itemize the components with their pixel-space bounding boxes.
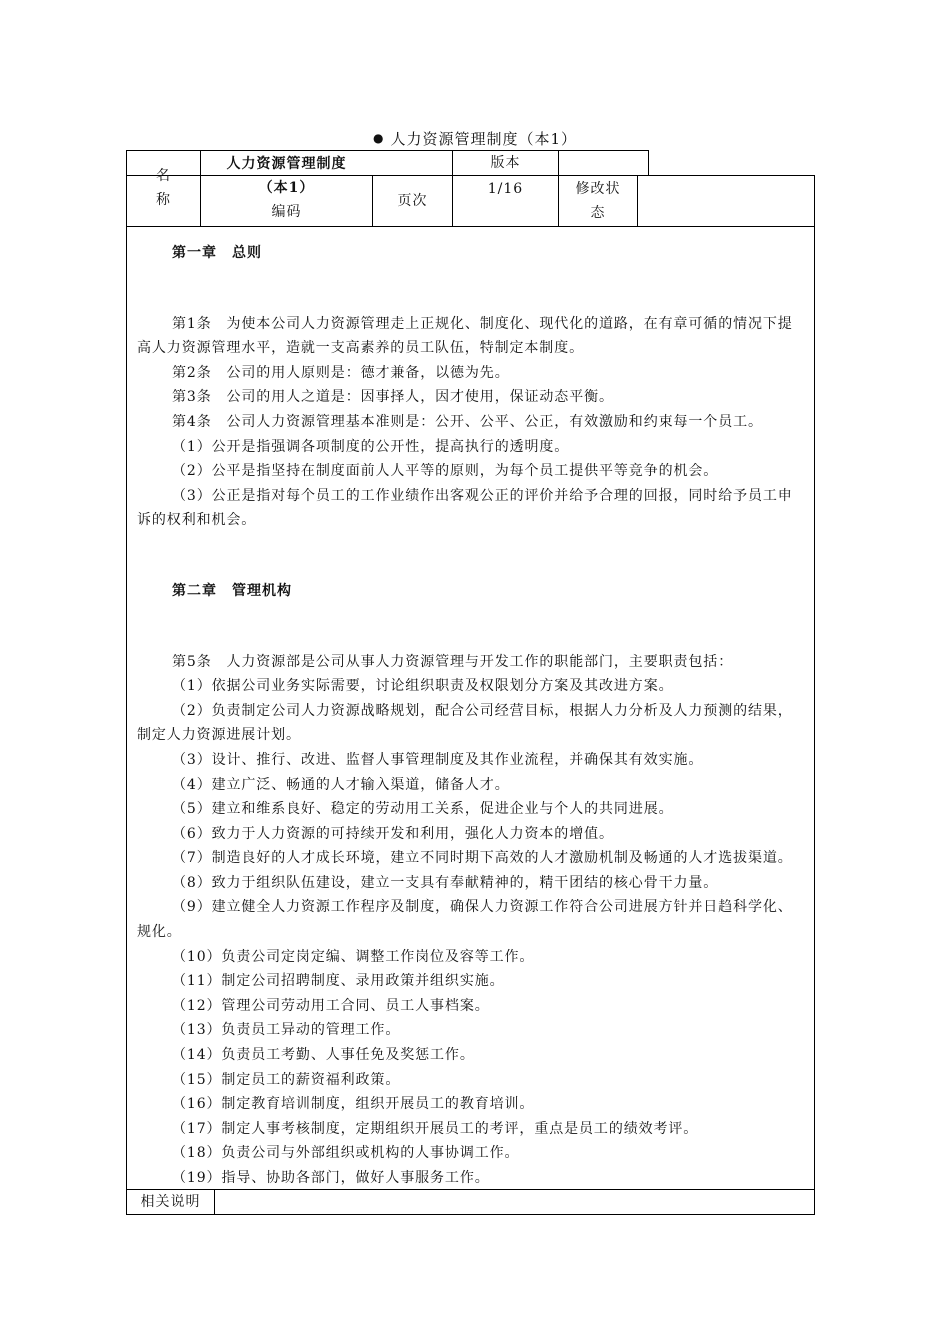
version-label: 版本 [490, 155, 521, 171]
duty-item: （14）负责员工考勤、人事任免及奖惩工作。 [172, 1047, 475, 1064]
status-label [559, 177, 637, 225]
duty-item: （18）负责公司与外部组织或机构的人事协调工作。 [172, 1145, 520, 1162]
duty-item: （19）指导、协助各部门，做好人事服务工作。 [172, 1170, 490, 1186]
bullet-icon: ● [372, 131, 385, 145]
article-4-item-1: （1）公开是指强调各项制度的公开性，提高执行的透明度。 [172, 438, 570, 455]
name-label [127, 164, 200, 212]
page-value: 1/16 [487, 181, 524, 197]
duty-item: （9）建立健全人力资源工作程序及制度，确保人力资源工作符合公司进展方针并日趋科学化、规化。 [137, 899, 793, 941]
name-label-char2: 称 [156, 192, 171, 208]
article-3: 第3条 公司的用人之道是：因事择人，因才使用，保证动态平衡。 [172, 389, 614, 406]
duty-item: （3）设计、推行、改进、监督人事管理制度及其作业流程，并确保其有效实施。 [172, 751, 704, 768]
document-title [0, 128, 950, 149]
duty-item: （8）致力于组织队伍建设，建立一支具有奉献精神的，精干团结的核心骨干力量。 [172, 874, 719, 891]
table-col-divider-5 [637, 175, 638, 227]
name-label-char1: 名 [156, 168, 171, 184]
status-label-line1: 修改状 [575, 181, 621, 197]
table-top-border [126, 150, 649, 151]
related-notes-label: 相关说明 [140, 1194, 201, 1210]
chapter-1-title: 第一章 总则 [172, 245, 262, 261]
duty-item: （7）制造良好的人才成长环境，建立不同时期下高效的人才激励机制及畅通的人才选拔渠道。 [172, 850, 793, 867]
duty-item: （15）制定员工的薪资福利政策。 [172, 1071, 401, 1088]
duty-item: （5）建立和维系良好、稳定的劳动用工关系，促进企业与个人的共同进展。 [172, 801, 674, 818]
document-body [137, 241, 807, 1191]
article-5: 第5条 人力资源部是公司从事人力资源管理与开发工作的职能部门，主要职责包括： [172, 653, 734, 670]
document-title-text: 人力资源管理制度（本1） [390, 130, 578, 148]
spacer [137, 604, 807, 628]
article-4-item-3: （3）公正是指对每个员工的工作业绩作出客观公正的评价并给予合理的回报，同时给予员工申诉的权利和机会。 [137, 487, 793, 529]
page-label: 页次 [397, 193, 428, 209]
footer-col-divider [214, 1189, 215, 1215]
article-4: 第4条 公司人力资源管理基本准则是：公开、公平、公正，有效激励和约束每一个员工。 [172, 413, 763, 430]
duty-item: （4）建立广泛、畅通的人才输入渠道，储备人才。 [172, 776, 510, 793]
article-4-item-2: （2）公平是指坚持在制度面前人人平等的原则，为每个员工提供平等竞争的机会。 [172, 463, 719, 480]
doc-name-line1: 人力资源管理制度 [226, 156, 347, 172]
duty-item: （1）依据公司业务实际需要，讨论组织职责及权限划分方案及其改进方案。 [172, 678, 674, 695]
table-right-border [814, 175, 815, 1215]
duty-item: （16）制定教育培训制度，组织开展员工的教育培训。 [172, 1096, 535, 1113]
chapter-2-title: 第二章 管理机构 [172, 582, 292, 599]
duty-item: （11）制定公司招聘制度、录用政策并组织实施。 [172, 973, 505, 990]
article-1: 第1条 为使本公司人力资源管理走上正规化、制度化、现代化的道路，在有章可循的情况下提高人力资源管理水平，造就一支高素养的员工队伍，特制定本制度。 [137, 315, 793, 357]
doc-name-line2: （本1） [258, 180, 315, 196]
duty-item: （13）负责员工异动的管理工作。 [172, 1022, 401, 1039]
table-top-right-border [648, 150, 649, 176]
table-header-bottom [126, 226, 815, 227]
spacer [137, 290, 807, 312]
spacer [137, 628, 807, 650]
duty-item: （2）负责制定公司人力资源战略规划，配合公司经营目标，根据人力分析及人力预测的结果，制定人力资源进展计划。 [137, 702, 793, 744]
duty-item: （12）管理公司劳动用工合同、员工人事档案。 [172, 997, 490, 1014]
spacer [137, 533, 807, 557]
code-label: 编码 [271, 204, 302, 220]
duty-item: （17）制定人事考核制度，定期组织开展员工的考评，重点是员工的绩效考评。 [172, 1120, 699, 1137]
article-2: 第2条 公司的用人原则是：德才兼备，以德为先。 [172, 364, 510, 381]
status-label-line2: 态 [590, 205, 606, 221]
table-left-border [126, 150, 127, 1215]
spacer [137, 266, 807, 290]
duty-item: （6）致力于人力资源的可持续开发和利用，强化人力资本的增值。 [172, 825, 614, 842]
duty-item: （10）负责公司定岗定编、调整工作岗位及容等工作。 [172, 948, 535, 965]
table-bottom-border [126, 1214, 815, 1215]
spacer [137, 557, 807, 579]
